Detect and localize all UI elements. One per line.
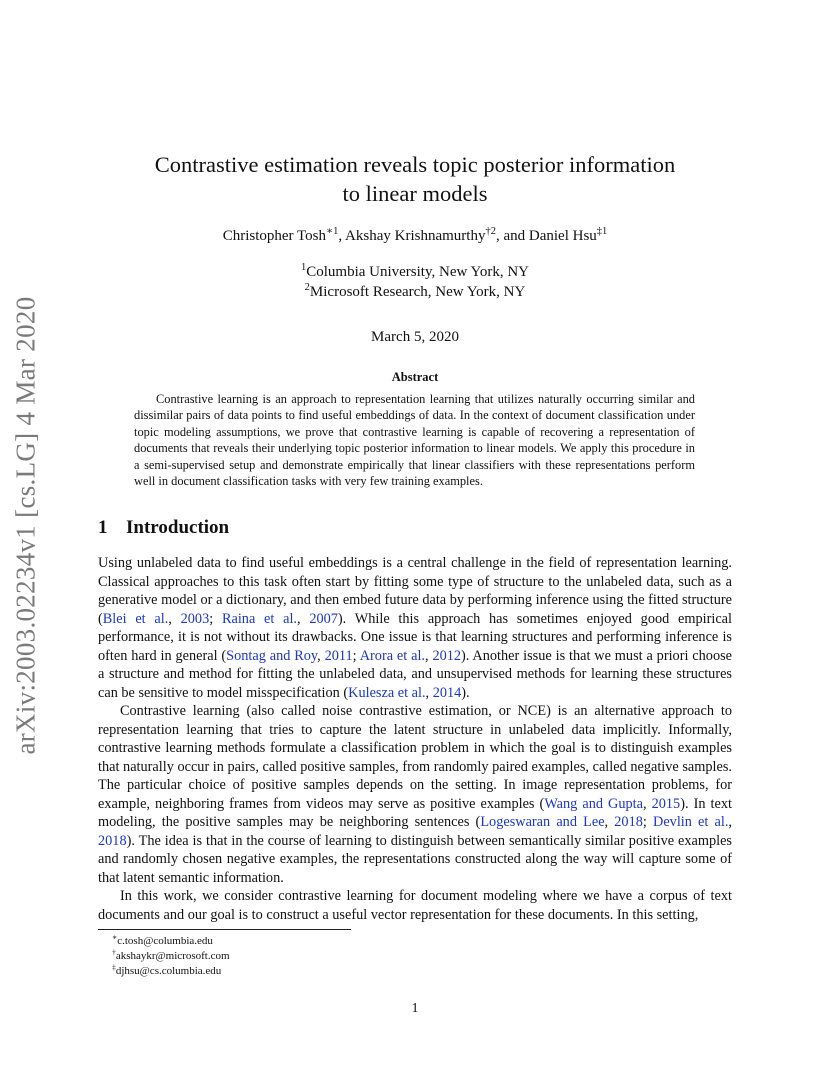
affiliation [120,262,710,282]
arxiv-stamp [2,290,50,760]
text-run: ). [461,684,470,701]
text-run: , [168,610,181,627]
affiliation-mark: 1 [300,262,307,273]
author-name: Akshay Krishnamurthy [345,228,486,244]
footnote-email: c.tosh@columbia.edu [117,935,213,947]
section-title: Introduction [126,517,230,538]
citation-year-link[interactable]: 2007 [309,610,338,627]
arxiv-id: arXiv:2003.02234v1 [cs.LG] 4 Mar 2020 [10,295,41,755]
text-run: , [604,814,615,830]
text-run: Using unlabeled data to find useful embeddings is a central challenge in the field of representation learning. Classical approaches to this task often start by fitting some type of structure to the unlabeled data, such as a generative model or a dictionary, and then embed future data by performing inference using the fitted structure ( [98,555,732,627]
citation-link[interactable]: Blei et al. [102,610,169,627]
citation-year-link[interactable]: 2018 [614,814,643,830]
citation-link[interactable]: Sontag and Roy [226,647,318,664]
author-separator: , and [495,228,529,244]
citation-link[interactable]: Arora et al. [359,647,425,664]
author-separator: , [338,228,346,244]
author-name: Daniel Hsu [528,228,597,244]
citation-link[interactable]: Devlin et al. [653,814,729,830]
paragraph [98,554,732,702]
text-run: , [297,610,310,627]
citation-year-link[interactable]: 2011 [324,647,353,664]
text-run: , [642,795,652,812]
text-run: ). In text modeling, the positive samples may be neighboring sentences ( [98,795,732,830]
footnote-email: akshaykr@microsoft.com [115,950,230,962]
text-run: ; [352,647,360,664]
text-run: ). Another issue is that we must a priori choose a structure and method for fitting the unlabeled data, and unsupervised methods for learning these structures can be sensitive to model misspecification ( [98,647,732,701]
title-line-1: Contrastive estimation reveals topic posterior information [154,152,676,177]
text-run: ). While this approach has sometimes enjoyed good empirical performance, it is not without its drawbacks. One issue is that learning structures and performing inference is often hard in general ( [98,610,732,664]
affiliations [120,262,710,302]
footnote-mark: ‡ [112,962,116,972]
section-heading [98,517,229,539]
author-mark: ‡1 [596,226,608,237]
footnote [112,934,230,949]
text-run: ). The idea is that in the course of learning to distinguish between semantically similar positive examples and randomly chosen negative examples, the representations constructed along the way will capture some of that latent semantic information. [98,832,732,886]
text-run: , [425,647,433,664]
footnote-email: djhsu@cs.columbia.edu [115,965,222,977]
page-number: 1 [411,1001,419,1016]
citation-year-link[interactable]: 2018 [98,832,127,849]
footnote [112,964,230,979]
citation-year-link[interactable]: 2003 [180,610,210,627]
author-name: Christopher Tosh [222,228,326,244]
affiliation-text: Microsoft Research, New York, NY [309,284,526,300]
text-run: Contrastive learning (also called noise contrastive estimation, or NCE) is an alternative approach to representation learning that tries to capture the latent structure in unlabeled data implicitly. Informally, contrastive learning methods formulate a classification problem in which the goal is to distinguish examples that naturally occur in pairs, called positive samples, from randomly paired examples, called negative samples. The particular choice of positive samples depends on the setting. In image representation problems, for example, neighboring frames from videos may serve as positive examples ( [98,703,732,812]
footnote-divider [98,929,351,930]
citation-year-link[interactable]: 2014 [432,684,462,701]
citation-link[interactable]: Logeswaran and Lee [480,814,605,830]
affiliation [120,282,710,302]
citation-link[interactable]: Wang and Gupta [544,795,643,812]
affiliation-text: Columbia University, New York, NY [306,264,530,280]
citation-link[interactable]: Kulesza et al. [348,684,426,701]
text-run: ; [209,610,222,627]
affiliation-mark: 2 [304,282,310,293]
footnote [112,949,230,964]
author-list [120,228,710,245]
footnote-mark: † [112,947,116,957]
footnotes [112,934,230,979]
text-run: , [728,814,732,830]
footnote-mark: ∗ [112,932,118,942]
paragraph [98,702,732,887]
author-mark: †2 [485,226,496,237]
text-run: ; [642,814,653,830]
abstract-text: Contrastive learning is an approach to representation learning that utilizes naturally occurring similar and dissimilar pairs of data points to find useful embeddings of data. In the context of document classification under topic modeling assumptions, we prove that contrastive learning is capable of recovering a representation of documents that reveals their underlying topic posterior information to linear models. We apply this procedure in a semi-supervised setup and demonstrate empirically that linear classifiers with these representations perform well in document classification tasks with very few training examples. [134,392,695,489]
abstract-heading: Abstract [391,370,439,384]
text-run: , [425,684,433,701]
title-line-2: to linear models [342,181,488,206]
paper-title [120,150,710,208]
citation-link[interactable]: Raina et al. [221,610,297,627]
author-mark: ∗1 [325,226,339,237]
body-text [98,554,732,924]
paper-date: March 5, 2020 [371,329,459,345]
section-number: 1 [98,517,108,538]
citation-year-link[interactable]: 2012 [432,647,462,664]
citation-year-link[interactable]: 2015 [651,795,681,812]
text-run: , [317,647,325,664]
text-run: In this work, we consider contrastive learning for document modeling where we have a corpus of text documents and our goal is to construct a useful vector representation for these documents. In this setting, [98,888,732,923]
paragraph [98,887,732,924]
